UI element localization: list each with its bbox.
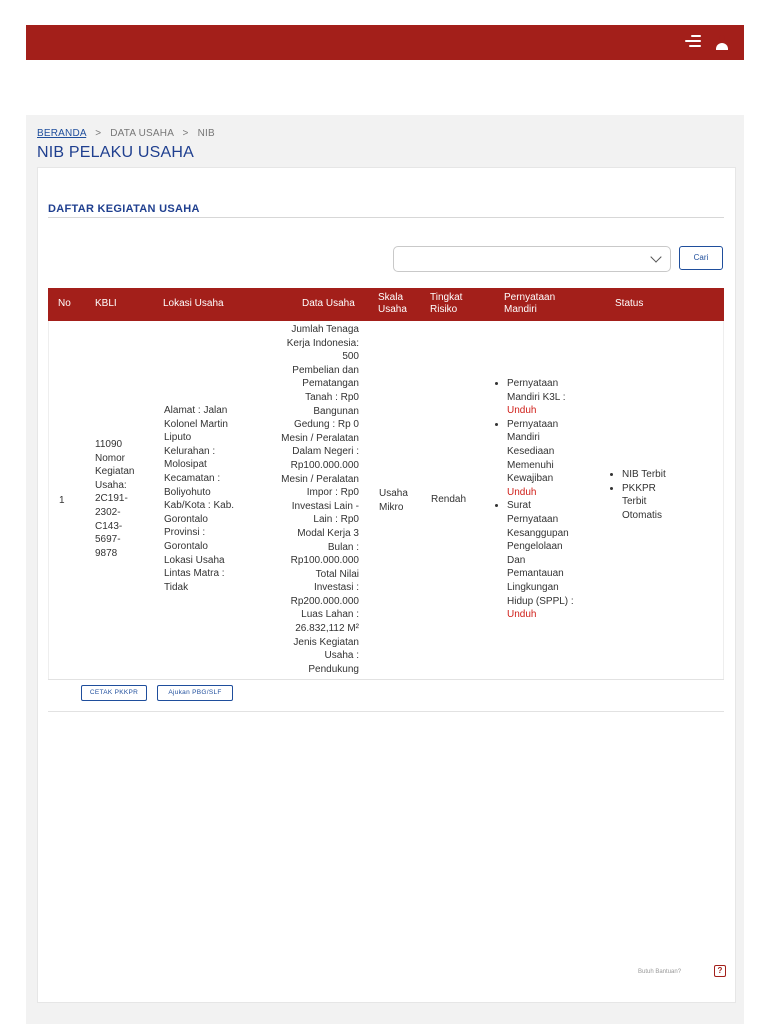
- cell-line: Molosipat: [164, 459, 207, 471]
- top-navbar: [26, 25, 744, 60]
- cell-line: Mesin / Peralatan: [281, 432, 359, 444]
- row-actions: [48, 679, 724, 712]
- list-item: [622, 482, 666, 523]
- pernyataan-list: [495, 377, 574, 622]
- cell-line: Impor : Rp0: [306, 487, 359, 499]
- status-pkkpr: • PKKPR: [622, 482, 656, 494]
- cell-line: 26.832,112 M²: [295, 623, 359, 635]
- chevron-down-icon: [650, 251, 661, 262]
- header-pernyataan-line: Mandiri: [504, 304, 537, 315]
- cell-line: • Pernyataan: [507, 418, 559, 430]
- cell-line: Kab/Kota : Kab.: [164, 500, 235, 512]
- cell-line: Kesediaan: [507, 445, 555, 457]
- cell-line: Luas Lahan :: [301, 609, 359, 621]
- cell-line: Gedung : Rp 0: [293, 419, 359, 431]
- header-tingkat: [430, 292, 462, 316]
- cell-line: Dalam Negeri :: [292, 446, 359, 458]
- cell-line: 9878: [95, 547, 118, 559]
- cell-line: Mandiri: [507, 432, 540, 444]
- page-title: NIB PELAKU USAHA: [37, 144, 195, 161]
- activity-list-card: [37, 167, 736, 1003]
- cell-line: Usaha:: [95, 479, 127, 491]
- filter-select[interactable]: [393, 246, 671, 272]
- cell-line: Nomor: [95, 452, 126, 464]
- cell-line: Total Nilai: [315, 568, 359, 580]
- header-data-usaha: Data Usaha: [302, 298, 355, 309]
- cell-line: C143-: [95, 520, 123, 532]
- cell-tingkat: Rendah: [431, 494, 467, 505]
- cell-skala: [379, 487, 408, 514]
- cell-line: • Pernyataan: [507, 378, 559, 389]
- cell-kbli: [95, 438, 134, 560]
- cell-line: Bangunan: [313, 405, 359, 417]
- table-header: [48, 288, 724, 321]
- cell-line: Otomatis: [622, 509, 663, 521]
- cell-line: Bulan :: [327, 541, 359, 553]
- header-tingkat-line: Tingkat: [430, 292, 463, 303]
- cell-line: Liputo: [164, 432, 192, 444]
- header-no: No: [58, 298, 71, 309]
- cell-line: Mesin / Peralatan: [281, 473, 359, 485]
- cell-line: Lokasi Usaha: [164, 554, 225, 566]
- cell-line: Modal Kerja 3: [297, 527, 359, 539]
- cell-line: Investasi :: [313, 582, 359, 594]
- cell-line: Kegiatan: [95, 466, 135, 478]
- cell-line: Lingkungan: [507, 581, 559, 593]
- section-divider: [48, 217, 724, 218]
- cell-line: Alamat : Jalan: [164, 405, 228, 416]
- cell-line: Pematangan: [302, 378, 359, 390]
- cell-line: Tanah : Rp0: [305, 391, 359, 403]
- header-tingkat-line: Risiko: [430, 304, 458, 315]
- cell-line: Terbit: [622, 496, 647, 508]
- cell-line: • Surat: [507, 500, 531, 512]
- cell-line: Lintas Matra :: [164, 568, 225, 580]
- cell-line: Hidup (SPPL) :: [507, 595, 574, 607]
- cell-line: Jenis Kegiatan: [293, 636, 359, 648]
- cell-line: Kolonel Martin: [164, 418, 228, 430]
- cell-line: Pemantauan: [507, 568, 564, 580]
- header-status: Status: [615, 298, 644, 309]
- cell-line: Kerja Indonesia:: [286, 337, 359, 349]
- breadcrumb-separator: >: [95, 128, 102, 139]
- header-pernyataan: [504, 292, 555, 316]
- list-item: [507, 418, 574, 500]
- section-title: DAFTAR KEGIATAN USAHA: [48, 203, 200, 215]
- cell-line: Pernyataan: [507, 513, 559, 525]
- cell-line: Usaha :: [324, 650, 359, 662]
- cell-line: Usaha: [379, 488, 408, 499]
- status-list: [610, 468, 666, 522]
- header-skala-line: Skala: [378, 292, 404, 303]
- menu-icon[interactable]: [685, 35, 701, 49]
- cell-line: Pembelian dan: [292, 364, 359, 376]
- list-item: [507, 377, 574, 418]
- cell-line: Provinsi :: [164, 527, 206, 539]
- download-link-k3l[interactable]: Unduh: [507, 405, 537, 417]
- cell-line: Lain : Rp0: [313, 514, 359, 526]
- cell-pernyataan: [495, 377, 574, 622]
- search-button[interactable]: Cari: [679, 246, 723, 270]
- cell-line: Kecamatan :: [164, 472, 221, 484]
- cell-no: 1: [59, 495, 65, 506]
- user-icon[interactable]: [715, 34, 729, 50]
- cell-line: 11090: [95, 439, 123, 450]
- download-link-kewajiban[interactable]: Unduh: [507, 486, 537, 498]
- cell-line: Gorontalo: [164, 513, 208, 525]
- header-pernyataan-line: Pernyataan: [504, 292, 556, 303]
- cell-line: Mandiri K3L :: [507, 391, 566, 403]
- help-text: Butuh Bantuan?: [638, 969, 682, 975]
- cell-line: Rp200.000.000: [290, 595, 359, 607]
- cell-line: Mikro: [379, 501, 404, 513]
- cell-line: Kewajiban: [507, 473, 554, 485]
- cell-line: 2302-: [95, 506, 121, 518]
- cell-line: Pengelolaan: [507, 541, 563, 553]
- breadcrumb-data-usaha: DATA USAHA: [110, 128, 174, 139]
- main-content: [26, 115, 744, 1024]
- help-icon[interactable]: ?: [714, 965, 726, 977]
- list-item: [507, 499, 574, 621]
- cell-line: Boliyohuto: [164, 486, 211, 498]
- header-skala: [378, 292, 407, 316]
- cell-line: Dan: [507, 554, 526, 566]
- cell-data-usaha: [267, 323, 359, 676]
- cell-line: Kelurahan :: [164, 445, 216, 457]
- cell-line: Rp100.000.000: [290, 459, 359, 471]
- download-link-sppl[interactable]: Unduh: [507, 609, 537, 621]
- header-kbli: KBLI: [95, 298, 117, 309]
- cell-line: Investasi Lain -: [291, 500, 359, 512]
- cell-status: [610, 468, 666, 522]
- header-lokasi: Lokasi Usaha: [163, 298, 224, 309]
- cell-line: Kesanggupan: [507, 527, 569, 539]
- cell-line: 5697-: [95, 534, 121, 546]
- cetak-pkkpr-button[interactable]: CETAK PKKPR: [81, 685, 147, 701]
- breadcrumb-home-link[interactable]: BERANDA: [37, 128, 87, 139]
- breadcrumb-separator: >: [182, 128, 189, 139]
- cell-line: Memenuhi: [507, 459, 554, 471]
- cell-line: Pendukung: [308, 663, 359, 675]
- header-skala-line: Usaha: [378, 304, 407, 315]
- status-nib: • NIB Terbit: [622, 469, 666, 480]
- cell-line: 2C191-: [95, 493, 128, 505]
- breadcrumb-nib: NIB: [197, 128, 215, 139]
- cell-line: Rp100.000.000: [290, 555, 359, 567]
- table-row: [48, 321, 724, 679]
- cell-line: 500: [342, 351, 359, 363]
- cell-lokasi: [164, 404, 234, 594]
- breadcrumb: [37, 128, 215, 139]
- cell-line: Jumlah Tenaga: [291, 324, 359, 335]
- list-item: [622, 468, 666, 482]
- cell-line: Gorontalo: [164, 540, 208, 552]
- cell-line: Tidak: [164, 581, 189, 593]
- ajukan-pbg-slf-button[interactable]: Ajukan PBG/SLF: [157, 685, 233, 701]
